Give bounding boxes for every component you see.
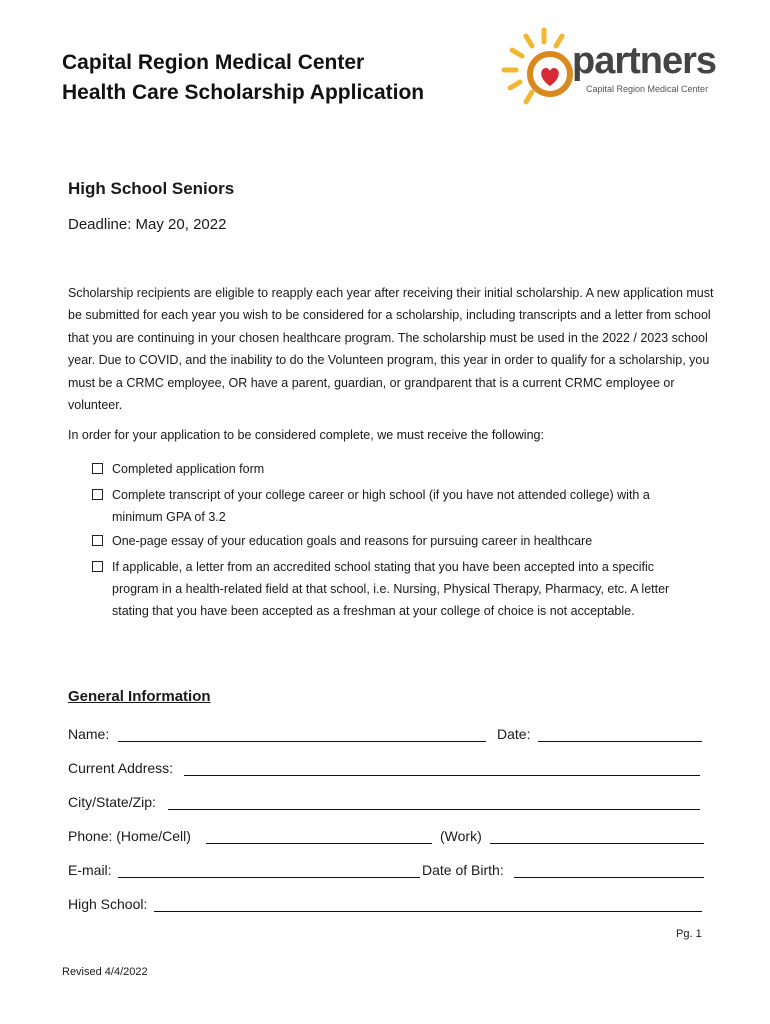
eligibility-paragraph: Scholarship recipients are eligible to reapply each year after receiving their initial scholarship. A new application must be submitted for each year you wish to be considered for a scholarship, including transcripts and a letter from school that you are continuing in your chosen healthcare program. The scholarship must be used in the 2022 / 2023 school year. Due to COVID, and the inability to do the Volunteen program, this year in order to qualify for a scholarship, you must be a CRMC employee, OR have a parent, guardian, or grandparent that is a current CRMC employee or volunteer.	[68, 286, 714, 413]
logo-subtitle: Capital Region Medical Center	[586, 84, 709, 94]
email-field[interactable]	[118, 877, 420, 878]
general-info-heading: General Information	[68, 688, 211, 705]
partners-logo	[498, 24, 717, 116]
requirements-intro: In order for your application to be considered complete, we must receive the following:	[68, 428, 544, 442]
checklist-text: Completed application form	[112, 462, 265, 476]
section-heading: High School Seniors	[68, 179, 235, 198]
checklist-text: If applicable, a letter from an accredited school stating that you have been accepted into a specific program in a health-related field at that school, i.e. Nursing, Physical Therapy, Pharmacy, etc. A letter stating that you have been accepted as a freshman at your college of choice is not acceptable.	[112, 560, 670, 618]
phone-home-field[interactable]	[206, 843, 432, 844]
city-label: City/State/Zip:	[68, 794, 156, 810]
phone-work-field[interactable]	[490, 843, 704, 844]
dob-label: Date of Birth:	[422, 862, 504, 878]
revision-date: Revised 4/4/2022	[62, 966, 148, 978]
title-line-2: Health Care Scholarship Application	[62, 81, 425, 104]
title-line-1: Capital Region Medical Center	[62, 51, 365, 74]
date-field[interactable]	[538, 741, 702, 742]
date-label: Date:	[497, 726, 531, 742]
city-field[interactable]	[168, 809, 700, 810]
address-field[interactable]	[184, 775, 700, 776]
phone-home-label: Phone: (Home/Cell)	[68, 828, 191, 844]
phone-work-label: (Work)	[440, 828, 482, 844]
checklist-text: Complete transcript of your college career or high school (if you have not attended college) with a minimum GPA of 3.2	[112, 488, 650, 524]
dob-field[interactable]	[514, 877, 704, 878]
email-label: E-mail:	[68, 862, 112, 878]
checkbox[interactable]	[92, 489, 103, 500]
name-field[interactable]	[118, 741, 486, 742]
checkbox[interactable]	[92, 561, 103, 572]
school-field[interactable]	[154, 911, 702, 912]
document-title	[62, 48, 424, 108]
sun-heart-icon	[498, 24, 578, 116]
logo-wordmark: partners	[572, 40, 717, 82]
page-number: Pg. 1	[676, 928, 702, 940]
checkbox[interactable]	[92, 463, 103, 474]
checkbox[interactable]	[92, 535, 103, 546]
address-label: Current Address:	[68, 760, 174, 776]
name-label: Name:	[68, 726, 110, 742]
deadline-text: Deadline: May 20, 2022	[68, 216, 227, 233]
school-label: High School:	[68, 896, 148, 912]
checklist-text: One-page essay of your education goals and reasons for pursuing career in healthcare	[112, 534, 593, 548]
